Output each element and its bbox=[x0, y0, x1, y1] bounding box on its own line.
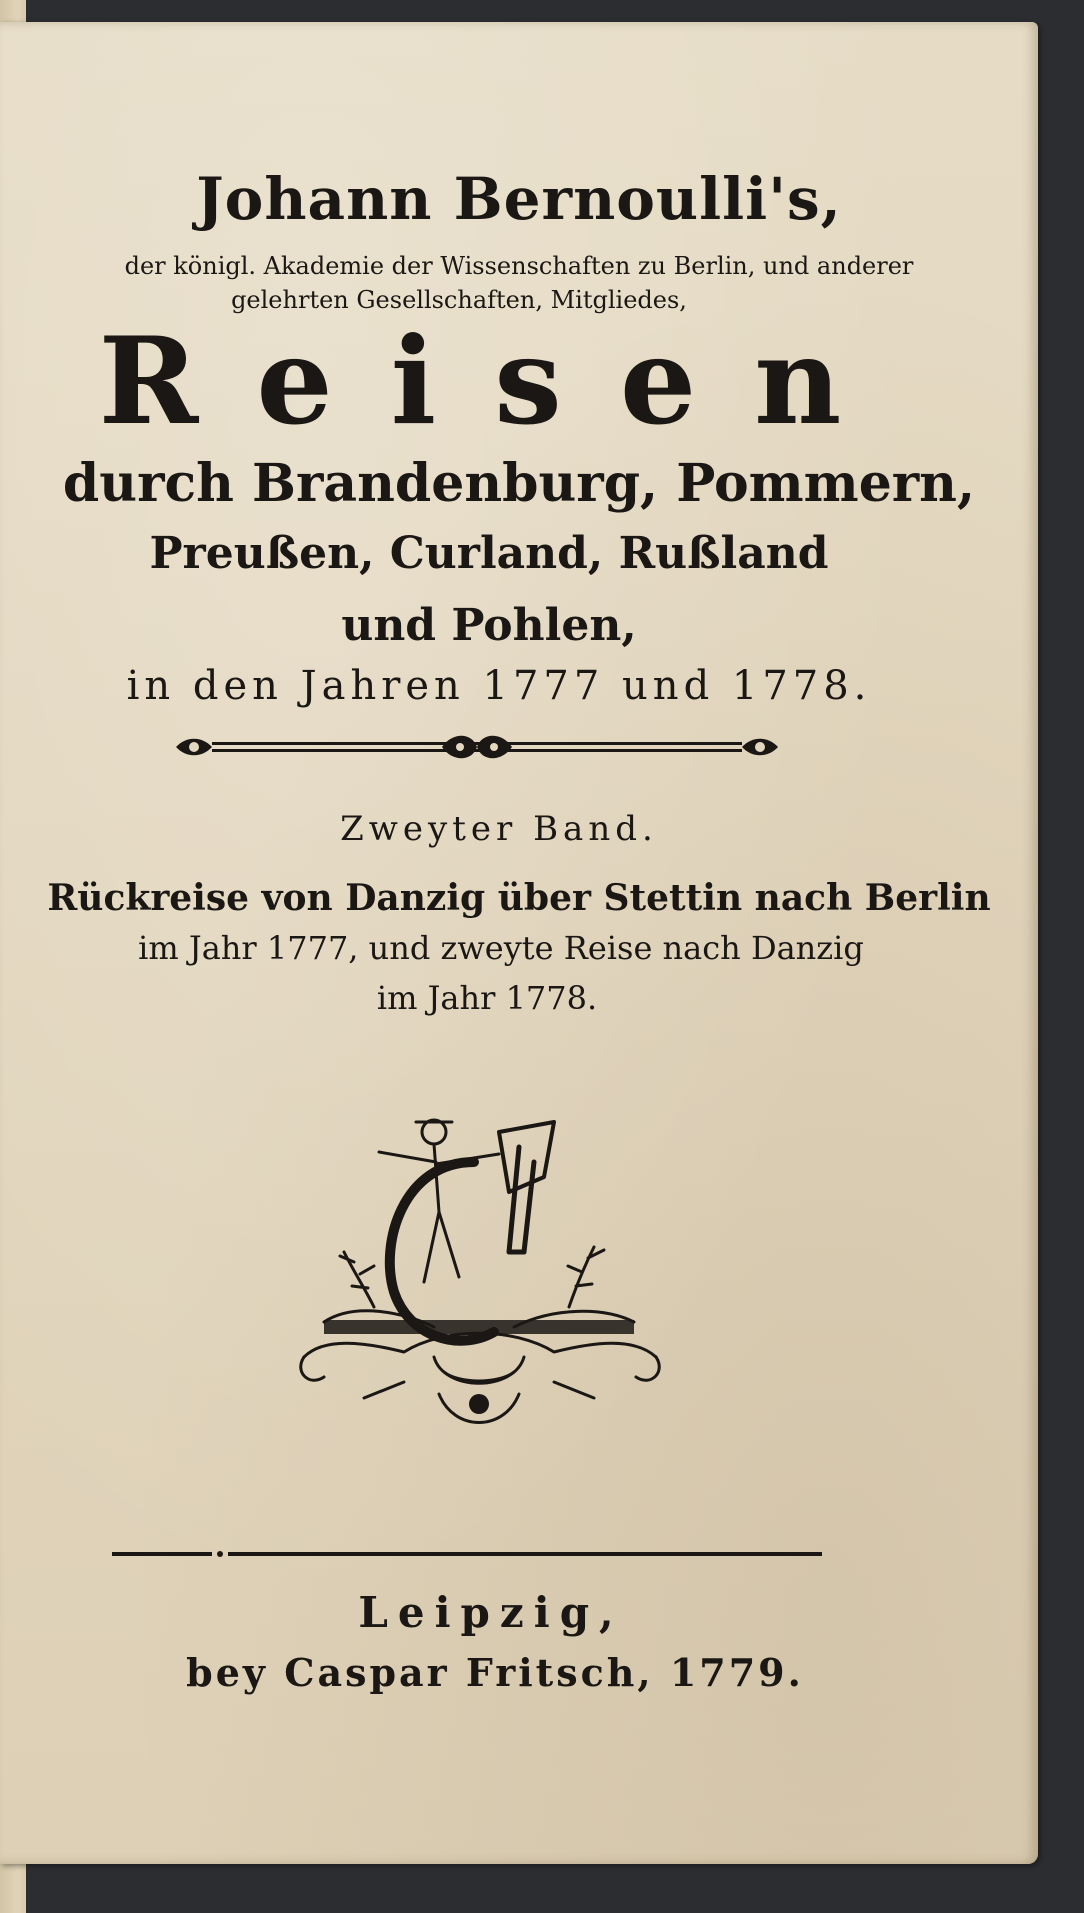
volume-line: Zweyter Band. bbox=[340, 809, 658, 849]
imprint-printer: bey Caspar Fritsch, 1779. bbox=[186, 1650, 804, 1695]
description-line-3: im Jahr 1778. bbox=[376, 979, 598, 1017]
subtitle-line-1: durch Brandenburg, Pommern, bbox=[62, 453, 976, 514]
affiliation-line-2: gelehrten Gesellschaften, Mitgliedes, bbox=[231, 286, 687, 314]
subtitle-line-2: Preußen, Curland, Rußland bbox=[149, 528, 829, 579]
author-line: Johann Bernoulli's, bbox=[196, 165, 842, 233]
description-line-1: Rückreise von Danzig über Stettin nach Berlin bbox=[47, 877, 991, 919]
subtitle-line-3: und Pohlen, bbox=[341, 600, 637, 651]
description-line-2: im Jahr 1777, und zweyte Reise nach Danzig bbox=[138, 929, 864, 967]
title-page bbox=[0, 22, 1038, 1864]
affiliation-line-1: der königl. Akademie der Wissenschaften zu Berlin, und anderer bbox=[124, 252, 914, 280]
main-title: Reisen bbox=[98, 311, 900, 452]
imprint-city: Leipzig, bbox=[358, 1588, 624, 1637]
subtitle-line-4: in den Jahren 1777 und 1778. bbox=[126, 663, 872, 709]
ornamental-rule-icon bbox=[172, 730, 782, 764]
horizontal-rule-icon bbox=[112, 1548, 822, 1560]
printer-vignette-icon bbox=[284, 1102, 674, 1442]
